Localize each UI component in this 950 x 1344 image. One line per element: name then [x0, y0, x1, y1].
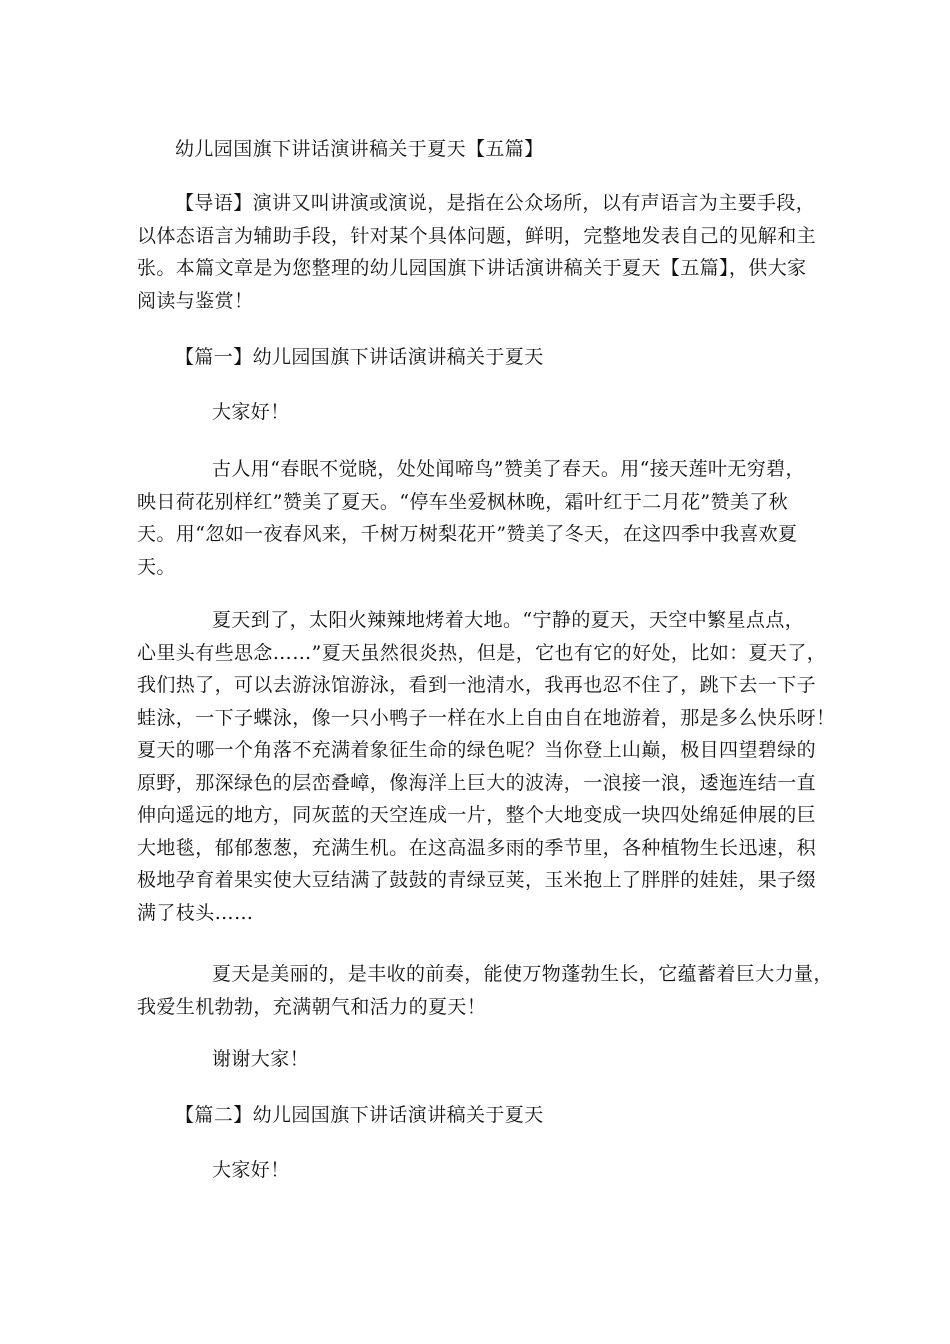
paragraph-line: 夏天是美丽的，是丰收的前奏，能使万物蓬勃生长，它蕴蓄着巨大力量， — [212, 963, 833, 985]
intro-line: 阅读与鉴赏！ — [137, 289, 254, 312]
section-heading-1: 【篇一】幼儿园国旗下讲话演讲稿关于夏天 — [175, 346, 544, 368]
section1-paragraph-2 — [137, 604, 836, 929]
intro-paragraph — [137, 187, 817, 317]
intro-line: 张。本篇文章是为您整理的幼儿园国旗下讲话演讲稿关于夏天【五篇】，供大家 — [137, 257, 807, 279]
intro-line: 【导语】演讲又叫讲演或演说，是指在公众场所，以有声语言为主要手段， — [175, 192, 816, 214]
paragraph-line: 大地毯，郁郁葱葱，充满生机。在这高温多雨的季节里，各种植物生长迅速，积 — [137, 836, 817, 859]
paragraph-line: 原野，那深绿色的层峦叠嶂，像海洋上巨大的波涛，一浪接一浪，逶迤连结一直 — [137, 771, 817, 794]
section1-paragraph-1 — [137, 453, 817, 583]
paragraph-line: 我爱生机勃勃，充满朝气和活力的夏天！ — [137, 995, 487, 1018]
intro-line: 以体态语言为辅助手段，针对某个具体问题，鲜明，完整地发表自己的见解和主 — [137, 224, 817, 247]
paragraph-line: 夏天到了，太阳火辣辣地烤着大地。“宁静的夏天，天空中繁星点点， — [212, 609, 805, 631]
paragraph-line: 蛙泳，一下子蝶泳，像一只小鸭子一样在水上自由自在地游着，那是多么快乐呀！ — [137, 706, 836, 729]
paragraph-line: 夏天的哪一个角落不充满着象征生命的绿色呢？当你登上山巅，极目四望碧绿的 — [137, 739, 817, 761]
section1-paragraph-3 — [137, 958, 833, 1023]
greeting-2: 大家好！ — [212, 1159, 290, 1181]
paragraph-line: 天。 — [137, 555, 176, 578]
paragraph-line: 天。用“忽如一夜春风来，千树万树梨花开”赞美了冬天，在这四季中我喜欢夏 — [137, 523, 798, 545]
paragraph-line: 心里头有些思念……”夏天虽然很炎热，但是，它也有它的好处，比如：夏天了， — [137, 641, 827, 664]
paragraph-line: 映日荷花别样红”赞美了夏天。“停车坐爱枫林晚，霜叶红于二月花”赞美了秋 — [137, 490, 789, 513]
paragraph-line: 极地孕育着果实使大豆结满了鼓鼓的青绿豆荚，玉米抱上了胖胖的娃娃，果子缀 — [137, 869, 817, 891]
paragraph-line: 满了枝头…… — [137, 901, 254, 924]
document-title: 幼儿园国旗下讲话演讲稿关于夏天【五篇】 — [175, 138, 544, 160]
section-heading-2: 【篇二】幼儿园国旗下讲话演讲稿关于夏天 — [175, 1104, 544, 1126]
paragraph-line: 我们热了，可以去游泳馆游泳，看到一池清水，我再也忍不住了，跳下去一下子 — [137, 674, 817, 696]
paragraph-line: 伸向遥远的地方，同灰蓝的天空连成一片，整个大地变成一块四处绵延伸展的巨 — [137, 804, 817, 826]
paragraph-line: 古人用“春眠不觉晓，处处闻啼鸟”赞美了春天。用“接天莲叶无穷碧， — [212, 458, 805, 480]
closing-1: 谢谢大家！ — [212, 1048, 310, 1070]
greeting-1: 大家好！ — [212, 401, 290, 423]
